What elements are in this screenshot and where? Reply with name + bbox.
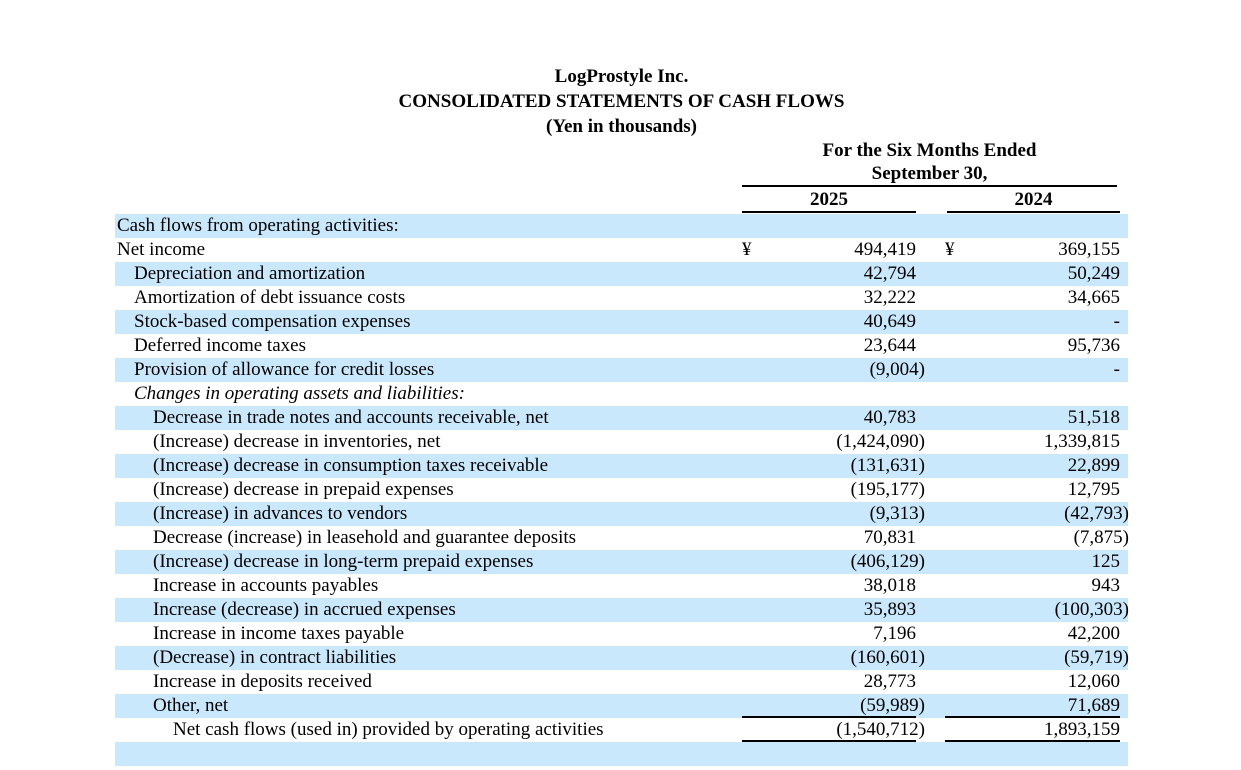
currency-symbol-2024: [945, 550, 961, 574]
row-right-pad: [1120, 406, 1128, 430]
column-gap: [916, 214, 945, 238]
currency-symbol-2025: [742, 430, 758, 454]
table-row: [115, 598, 1128, 622]
row-right-pad: [1120, 334, 1128, 358]
value-2025: 494,419: [854, 239, 916, 260]
value-2024-cell: [945, 358, 1120, 382]
table-row: [115, 406, 1128, 430]
value-2025-cell: [742, 334, 916, 358]
currency-symbol-2024: ¥: [945, 239, 955, 260]
row-label: Changes in operating assets and liabilities:: [134, 383, 465, 404]
currency-symbol-2024: [945, 358, 961, 382]
column-gap: [916, 646, 945, 670]
currency-symbol-2025: [742, 646, 758, 670]
period-header: [742, 139, 1117, 187]
table-row: [115, 742, 1128, 766]
column-header-2024: 2024: [947, 188, 1120, 213]
currency-symbol-2025: [742, 406, 758, 430]
value-2024-cell: [945, 670, 1120, 694]
table-row: [115, 718, 1128, 742]
value-2024: 125: [1091, 551, 1120, 572]
currency-symbol-2024: [945, 430, 961, 454]
row-right-pad: [1120, 718, 1128, 742]
row-label: (Increase) decrease in consumption taxes receivable: [153, 455, 549, 476]
table-row: [115, 382, 1128, 406]
column-gap: [916, 238, 945, 262]
value-2024-cell: [945, 310, 1120, 334]
row-right-pad: [1120, 214, 1128, 238]
row-label: Stock-based compensation expenses: [134, 311, 411, 332]
value-2024-cell: [945, 262, 1120, 286]
currency-symbol-2025: [742, 454, 758, 478]
currency-symbol-2024: [945, 502, 961, 526]
value-2025: (1,540,712): [836, 719, 925, 740]
value-2025-cell: [742, 478, 925, 502]
table-row: [115, 430, 1128, 454]
value-2024: 50,249: [1067, 263, 1120, 284]
value-2025: 23,644: [863, 335, 916, 356]
table-row: [115, 238, 1128, 262]
value-2024: 34,665: [1067, 287, 1120, 308]
table-row: [115, 574, 1128, 598]
value-2025-cell: [742, 598, 916, 622]
value-2024: 51,518: [1067, 407, 1120, 428]
currency-symbol-2024: [945, 262, 961, 286]
table-row: [115, 214, 1128, 238]
row-label: Net cash flows (used in) provided by operating activities: [173, 719, 604, 740]
row-label: (Increase) decrease in prepaid expenses: [153, 479, 454, 500]
table-row: [115, 622, 1128, 646]
row-right-pad: [1120, 646, 1128, 670]
currency-symbol-2024: [945, 286, 961, 310]
value-2025-cell: [742, 214, 916, 238]
value-2025: (59,989): [860, 695, 925, 716]
currency-symbol-2025: [742, 382, 758, 406]
value-2024: [961, 214, 1120, 238]
value-2024-cell: [945, 406, 1120, 430]
value-2024: 95,736: [1067, 335, 1120, 356]
row-right-pad: [1120, 478, 1128, 502]
currency-symbol-2025: [742, 358, 758, 382]
value-2025-cell: [742, 262, 916, 286]
column-gap: [916, 478, 945, 502]
column-gap: [916, 670, 945, 694]
column-gap: [916, 334, 945, 358]
value-2024: (59,719): [1064, 647, 1129, 668]
column-gap: [916, 598, 945, 622]
row-right-pad: [1120, 238, 1128, 262]
column-gap: [916, 526, 945, 550]
units-note: (Yen in thousands): [546, 116, 697, 137]
currency-symbol-2025: [742, 574, 758, 598]
row-label: Increase in accounts payables: [153, 575, 379, 596]
value-2025-cell: [742, 742, 916, 766]
row-right-pad: [1120, 454, 1128, 478]
value-2025-cell: [742, 406, 916, 430]
value-2024-cell: [945, 646, 1129, 670]
value-2024: 12,795: [1067, 479, 1120, 500]
value-2024: 42,200: [1067, 623, 1120, 644]
column-header-gap: [916, 188, 947, 213]
value-2025-cell: [742, 430, 925, 454]
column-gap: [916, 262, 945, 286]
value-2025: [758, 214, 916, 238]
row-label: Other, net: [153, 695, 229, 716]
row-right-pad: [1120, 382, 1128, 406]
value-2024-cell: [945, 622, 1120, 646]
value-2025: 7,196: [873, 623, 916, 644]
value-2024-cell: [945, 598, 1129, 622]
value-2024: (100,303): [1054, 599, 1129, 620]
currency-symbol-2025: ¥: [742, 239, 752, 260]
value-2025: [758, 382, 916, 406]
table-row: [115, 358, 1128, 382]
value-2024: (7,875): [1073, 527, 1129, 548]
table-row: [115, 646, 1128, 670]
column-gap: [916, 574, 945, 598]
column-gap: [916, 550, 945, 574]
row-right-pad: [1120, 598, 1128, 622]
currency-symbol-2024: [945, 310, 961, 334]
value-2024-cell: [945, 286, 1120, 310]
currency-symbol-2025: [742, 742, 758, 766]
value-2025: (195,177): [850, 479, 925, 500]
column-gap: [916, 622, 945, 646]
value-2025-cell: [742, 622, 916, 646]
currency-symbol-2025: [742, 310, 758, 334]
title-block: [115, 64, 1128, 139]
row-label: [115, 742, 742, 766]
value-2024-cell: [945, 214, 1120, 238]
row-right-pad: [1120, 358, 1128, 382]
value-2025-cell: [742, 358, 925, 382]
currency-symbol-2025: [742, 214, 758, 238]
value-2025: 40,649: [863, 311, 916, 332]
table-row: [115, 478, 1128, 502]
row-right-pad: [1120, 574, 1128, 598]
value-2024: 12,060: [1067, 671, 1120, 692]
column-gap: [916, 694, 945, 718]
row-label: Deferred income taxes: [134, 335, 306, 356]
table-body: [115, 214, 1128, 766]
value-2025: (406,129): [850, 551, 925, 572]
value-2024-cell: [945, 454, 1120, 478]
currency-symbol-2024: [945, 406, 961, 430]
column-gap: [916, 742, 945, 766]
table-row: [115, 550, 1128, 574]
table-row: [115, 670, 1128, 694]
value-2025: (1,424,090): [836, 431, 925, 452]
row-right-pad: [1120, 502, 1128, 526]
currency-symbol-2025: [742, 286, 758, 310]
currency-symbol-2024: [945, 622, 961, 646]
column-gap: [916, 718, 945, 742]
row-label: (Increase) decrease in inventories, net: [153, 431, 441, 452]
value-2024: 943: [1091, 575, 1120, 596]
value-2024-cell: [945, 334, 1120, 358]
currency-symbol-2025: [742, 550, 758, 574]
currency-symbol-2025: [742, 502, 758, 526]
value-2024-cell: [945, 478, 1120, 502]
currency-symbol-2025: [742, 718, 758, 740]
table-row: [115, 694, 1128, 718]
column-gap: [916, 502, 945, 526]
value-2025-cell: [742, 718, 925, 742]
value-2025: 40,783: [863, 407, 916, 428]
value-2025-cell: [742, 694, 925, 718]
currency-symbol-2024: [945, 646, 961, 670]
table-row: [115, 286, 1128, 310]
value-2025-cell: [742, 550, 925, 574]
currency-symbol-2024: [945, 694, 961, 716]
currency-symbol-2025: [742, 526, 758, 550]
column-gap: [916, 382, 945, 406]
value-2025-cell: [742, 670, 916, 694]
value-2024: 1,339,815: [1044, 431, 1120, 452]
value-2025-cell: [742, 502, 925, 526]
value-2024: -: [1113, 359, 1120, 380]
value-2024-cell: [945, 238, 1120, 262]
row-label: Cash flows from operating activities:: [117, 215, 399, 236]
currency-symbol-2024: [945, 718, 961, 740]
period-header-line2: September 30,: [742, 162, 1117, 187]
row-label: Increase in income taxes payable: [153, 623, 405, 644]
column-header-2025: 2025: [742, 188, 916, 213]
currency-symbol-2025: [742, 262, 758, 286]
company-name: LogProstyle Inc.: [554, 66, 689, 87]
row-label: Provision of allowance for credit losses: [134, 359, 435, 380]
value-2024: 1,893,159: [1044, 719, 1120, 740]
table-row: [115, 310, 1128, 334]
currency-symbol-2025: [742, 334, 758, 358]
value-2024-cell: [945, 718, 1120, 742]
statement-title: CONSOLIDATED STATEMENTS OF CASH FLOWS: [398, 91, 845, 112]
value-2025: 42,794: [863, 263, 916, 284]
value-2024-cell: [945, 502, 1129, 526]
row-label: Decrease (increase) in leasehold and guarantee deposits: [153, 527, 577, 548]
row-right-pad: [1120, 694, 1128, 718]
row-right-pad: [1120, 310, 1128, 334]
row-right-pad: [1120, 262, 1128, 286]
value-2024: 369,155: [1058, 239, 1120, 260]
value-2024-cell: [945, 430, 1120, 454]
table-row: [115, 262, 1128, 286]
row-right-pad: [1120, 430, 1128, 454]
row-label: Decrease in trade notes and accounts receivable, net: [153, 407, 549, 428]
row-right-pad: [1120, 670, 1128, 694]
row-right-pad: [1120, 526, 1128, 550]
currency-symbol-2025: [742, 598, 758, 622]
currency-symbol-2025: [742, 478, 758, 502]
currency-symbol-2024: [945, 574, 961, 598]
column-gap: [916, 358, 945, 382]
value-2024-cell: [945, 526, 1129, 550]
value-2025: (9,313): [869, 503, 925, 524]
row-label: Net income: [117, 239, 206, 260]
value-2025: (160,601): [850, 647, 925, 668]
currency-symbol-2024: [945, 382, 961, 406]
row-right-pad: [1120, 742, 1128, 766]
value-2025-cell: [742, 238, 916, 262]
row-label: Increase in deposits received: [153, 671, 372, 692]
currency-symbol-2024: [945, 454, 961, 478]
currency-symbol-2025: [742, 694, 758, 716]
value-2025-cell: [742, 574, 916, 598]
value-2025-cell: [742, 310, 916, 334]
value-2025: (131,631): [850, 455, 925, 476]
row-label: Increase (decrease) in accrued expenses: [153, 599, 456, 620]
value-2025: 38,018: [863, 575, 916, 596]
currency-symbol-2024: [945, 478, 961, 502]
value-2024-cell: [945, 694, 1120, 718]
value-2025: 35,893: [863, 599, 916, 620]
currency-symbol-2025: [742, 670, 758, 694]
value-2025-cell: [742, 646, 925, 670]
value-2025: 32,222: [863, 287, 916, 308]
value-2025: 70,831: [863, 527, 916, 548]
value-2024: 22,899: [1067, 455, 1120, 476]
row-label: (Increase) decrease in long-term prepaid expenses: [153, 551, 534, 572]
table-row: [115, 454, 1128, 478]
row-right-pad: [1120, 622, 1128, 646]
value-2025: (9,004): [869, 359, 925, 380]
value-2024: 71,689: [1067, 695, 1120, 716]
column-gap: [916, 430, 945, 454]
currency-symbol-2024: [945, 334, 961, 358]
table-row: [115, 334, 1128, 358]
row-label: (Increase) in advances to vendors: [153, 503, 408, 524]
value-2024: [961, 382, 1120, 406]
column-headers: [742, 188, 1128, 213]
currency-symbol-2024: [945, 742, 961, 766]
value-2025-cell: [742, 526, 916, 550]
value-2025: [758, 742, 916, 766]
currency-symbol-2024: [945, 214, 961, 238]
value-2025-cell: [742, 454, 925, 478]
currency-symbol-2025: [742, 622, 758, 646]
column-gap: [916, 286, 945, 310]
value-2025-cell: [742, 382, 916, 406]
value-2024-cell: [945, 550, 1120, 574]
row-label: (Decrease) in contract liabilities: [153, 647, 397, 668]
table-row: [115, 502, 1128, 526]
currency-symbol-2024: [945, 526, 961, 550]
currency-symbol-2024: [945, 598, 961, 622]
value-2024-cell: [945, 382, 1120, 406]
period-header-line1: For the Six Months Ended: [822, 140, 1037, 161]
row-label: Depreciation and amortization: [134, 263, 366, 284]
row-right-pad: [1120, 286, 1128, 310]
table-row: [115, 526, 1128, 550]
row-right-pad: [1120, 550, 1128, 574]
row-label: Amortization of debt issuance costs: [134, 287, 406, 308]
value-2024-cell: [945, 574, 1120, 598]
value-2024: -: [1113, 311, 1120, 332]
value-2025: 28,773: [863, 671, 916, 692]
currency-symbol-2024: [945, 670, 961, 694]
value-2024: [961, 742, 1120, 766]
column-gap: [916, 310, 945, 334]
value-2024-cell: [945, 742, 1120, 766]
column-gap: [916, 454, 945, 478]
value-2025-cell: [742, 286, 916, 310]
column-gap: [916, 406, 945, 430]
value-2024: (42,793): [1064, 503, 1129, 524]
